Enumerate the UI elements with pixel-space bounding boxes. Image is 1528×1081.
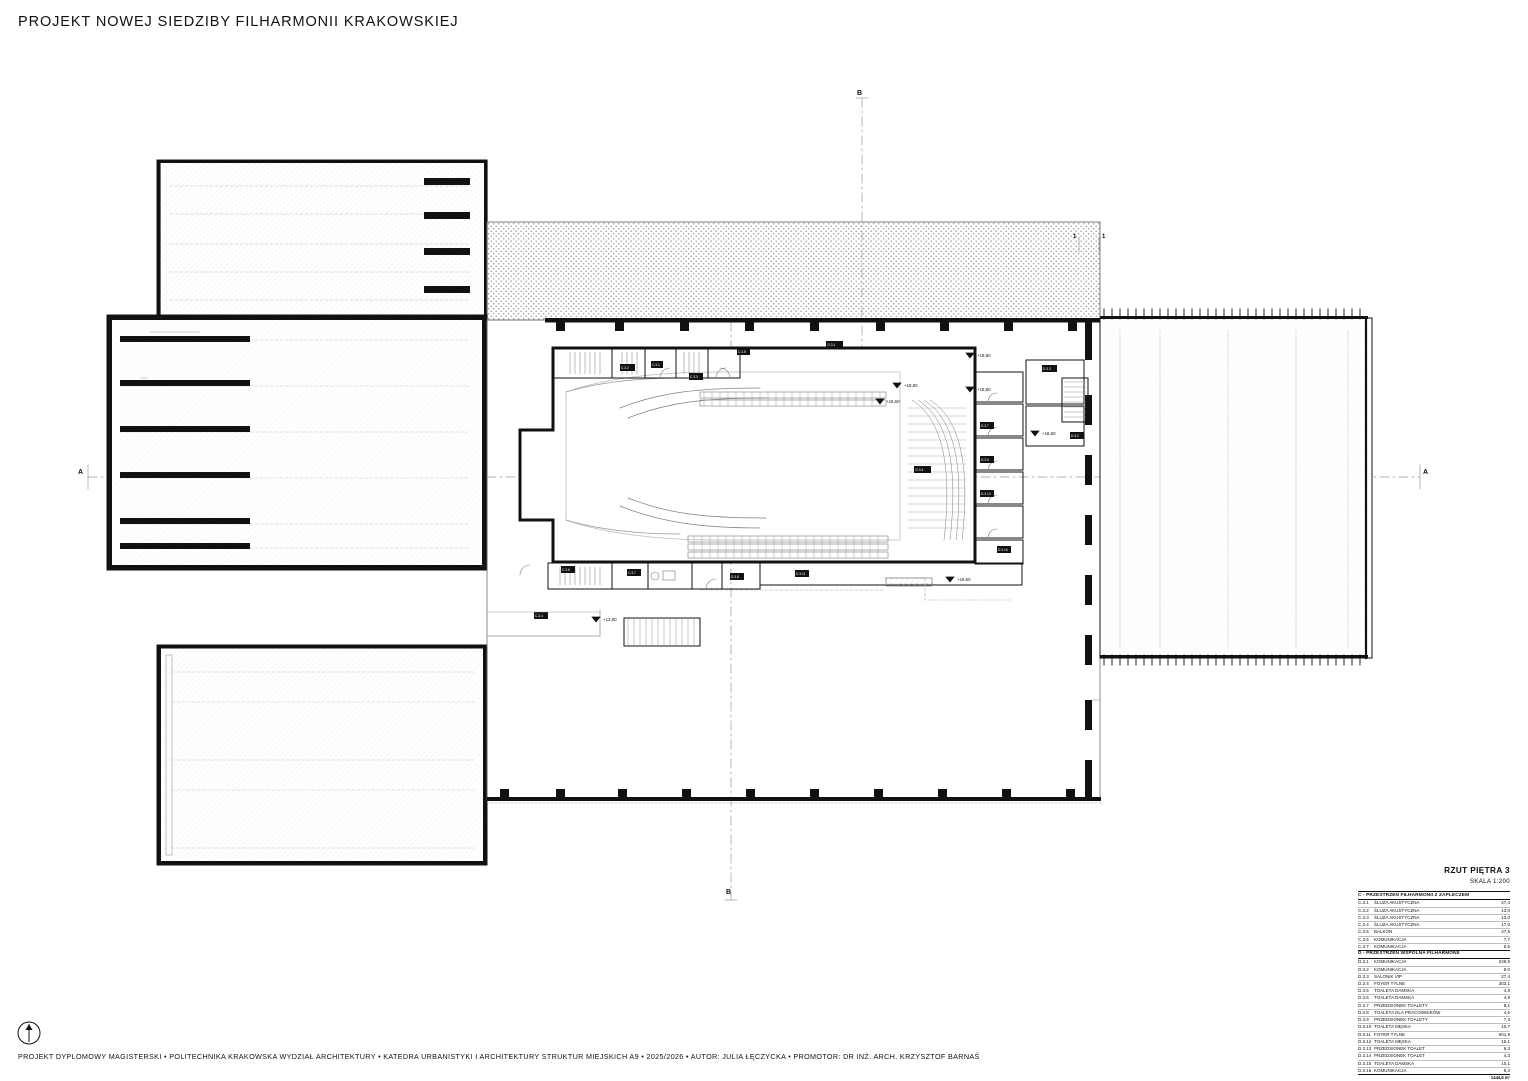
- section-mark-a-right: A: [1423, 469, 1429, 476]
- legend-row: C.3.4 ŚLUZA AKUSTYCZNA 17,0: [1358, 922, 1510, 928]
- page-title: PROJEKT NOWEJ SIEDZIBY FILHARMONII KRAKOWSKIEJ: [18, 14, 459, 30]
- section-mark-b-top: B: [857, 90, 863, 97]
- legend-row: D.3.7 PRZEDSIONEK TOALETY 8,1: [1358, 1002, 1510, 1008]
- legend-row: D.3.16 KOMUNIKACJA 8,3: [1358, 1067, 1510, 1073]
- legend-row: D.3.14 PRZEDSIONEK TOALET 4,3: [1358, 1053, 1510, 1059]
- svg-text:C.3.4: C.3.4: [535, 614, 543, 619]
- svg-text:C.3.2: C.3.2: [621, 366, 629, 371]
- legend-row: D.3.9 PRZEDSIONEK TOALETY 7,3: [1358, 1017, 1510, 1023]
- svg-text:+18,60: +18,60: [886, 399, 900, 404]
- legend-row: D.3.4 FOYER TYLNE 303,1: [1358, 981, 1510, 987]
- legend-row: D.3.10 TOALETA MĘSKA 10,7: [1358, 1024, 1510, 1030]
- svg-text:D.3.2: D.3.2: [1071, 434, 1079, 439]
- legend-group-title-d: D - PRZESTRZEŃ WSPÓLNA FILHARMONII: [1358, 950, 1510, 959]
- legend-drawing-title: RZUT PIĘTRA 3: [1444, 866, 1510, 875]
- legend-row: C.3.1 ŚLUZA AKUSTYCZNA 27,4: [1358, 900, 1510, 906]
- svg-text:+18,80: +18,80: [977, 387, 991, 392]
- legend-row: D.3.8 TOALETA DLA PRACOWNIKÓW 4,5: [1358, 1009, 1510, 1015]
- svg-text:C.3.6: C.3.6: [562, 568, 570, 573]
- legend-row: C.3.3 ŚLUZA AKUSTYCZNA 13,0: [1358, 914, 1510, 920]
- svg-text:+13,80: +13,80: [603, 617, 617, 622]
- svg-text:D.3.16: D.3.16: [998, 548, 1008, 553]
- legend-row: C.3.2 ŚLUZA AKUSTYCZNA 13,0: [1358, 907, 1510, 913]
- legend-row: D.3.3 SALONIK VIP 27,4: [1358, 973, 1510, 979]
- svg-text:D.3.9: D.3.9: [981, 458, 989, 463]
- svg-text:C.3.1: C.3.1: [652, 363, 660, 368]
- svg-text:C.3.3: C.3.3: [690, 375, 698, 380]
- legend-panel: [1358, 866, 1510, 1081]
- svg-text:D.3.13: D.3.13: [981, 492, 991, 497]
- svg-text:D.3.4: D.3.4: [915, 468, 924, 473]
- legend-row: D.3.11 FOYER TYLNE 601,9: [1358, 1031, 1510, 1037]
- legend-group-title-c: C - PRZESTRZEŃ FILHARMONII Z ZAPLECZEM: [1358, 891, 1510, 900]
- legend-table-d: [1358, 959, 1510, 1081]
- svg-text:+18,60: +18,60: [957, 577, 971, 582]
- legend-row: D.3.15 TOALETA DAMSKA 10,1: [1358, 1060, 1510, 1066]
- legend-row: C.3.5 BALKON 47,8: [1358, 929, 1510, 935]
- legend-row: D.3.12 TOALETA MĘSKA 15,1: [1358, 1038, 1510, 1044]
- svg-text:D.3.8: D.3.8: [731, 575, 739, 580]
- svg-text:D.3.7: D.3.7: [981, 424, 989, 429]
- section-mark-b-bottom: B: [726, 889, 732, 896]
- svg-text:+18,80: +18,80: [904, 383, 918, 388]
- legend-row: C.3.7 KOMUNIKACJA 5,5: [1358, 943, 1510, 949]
- legend-row: D.3.1 KOMUNIKACJA 249,5: [1358, 959, 1510, 965]
- svg-text:C.3.7: C.3.7: [628, 571, 636, 576]
- svg-text:+18,80: +18,80: [977, 353, 991, 358]
- svg-text:D.3.3: D.3.3: [1043, 367, 1051, 372]
- legend-row: D.3.13 PRZEDSIONEK TOALET 6,3: [1358, 1046, 1510, 1052]
- legend-row: D.3.5 TOALETA DAMSKA 4,8: [1358, 988, 1510, 994]
- svg-text:D.3.11: D.3.11: [796, 572, 806, 577]
- legend-total-area: 1444,6 m²: [1474, 1075, 1510, 1081]
- section-mark-1-left: 1: [1073, 234, 1077, 240]
- legend-row: D.3.6 TOALETA DAMSKA 4,8: [1358, 995, 1510, 1001]
- north-arrow-icon: [16, 1020, 42, 1046]
- legend-row: D.3.2 KOMUNIKACJA 8,0: [1358, 966, 1510, 972]
- sheet-footer: PROJEKT DYPLOMOWY MAGISTERSKI • POLITECHNIKA KRAKOWSKA WYDZIAŁ ARCHITEKTURY • KATEDRA URBANISTYKI I ARCHITEKTURY STRUKTUR MIEJSKICH A9 • 2025/2026 • AUTOR: JULIA ŁĘCZYCKA • PROMOTOR: DR INŻ. ARCH. KRZYSZTOF BARNAŚ: [18, 1052, 980, 1061]
- legend-table-c: [1358, 900, 1510, 950]
- section-mark-a-left: A: [78, 469, 84, 476]
- section-mark-1-right: 1: [1102, 234, 1106, 240]
- svg-text:+18,60: +18,60: [1042, 431, 1056, 436]
- svg-text:D.3.1: D.3.1: [827, 343, 836, 348]
- legend-scale: SKALA 1:200: [1469, 877, 1510, 885]
- legend-row: C.3.6 KOMUNIKACJA 7,7: [1358, 936, 1510, 942]
- svg-text:C.3.5: C.3.5: [738, 350, 746, 355]
